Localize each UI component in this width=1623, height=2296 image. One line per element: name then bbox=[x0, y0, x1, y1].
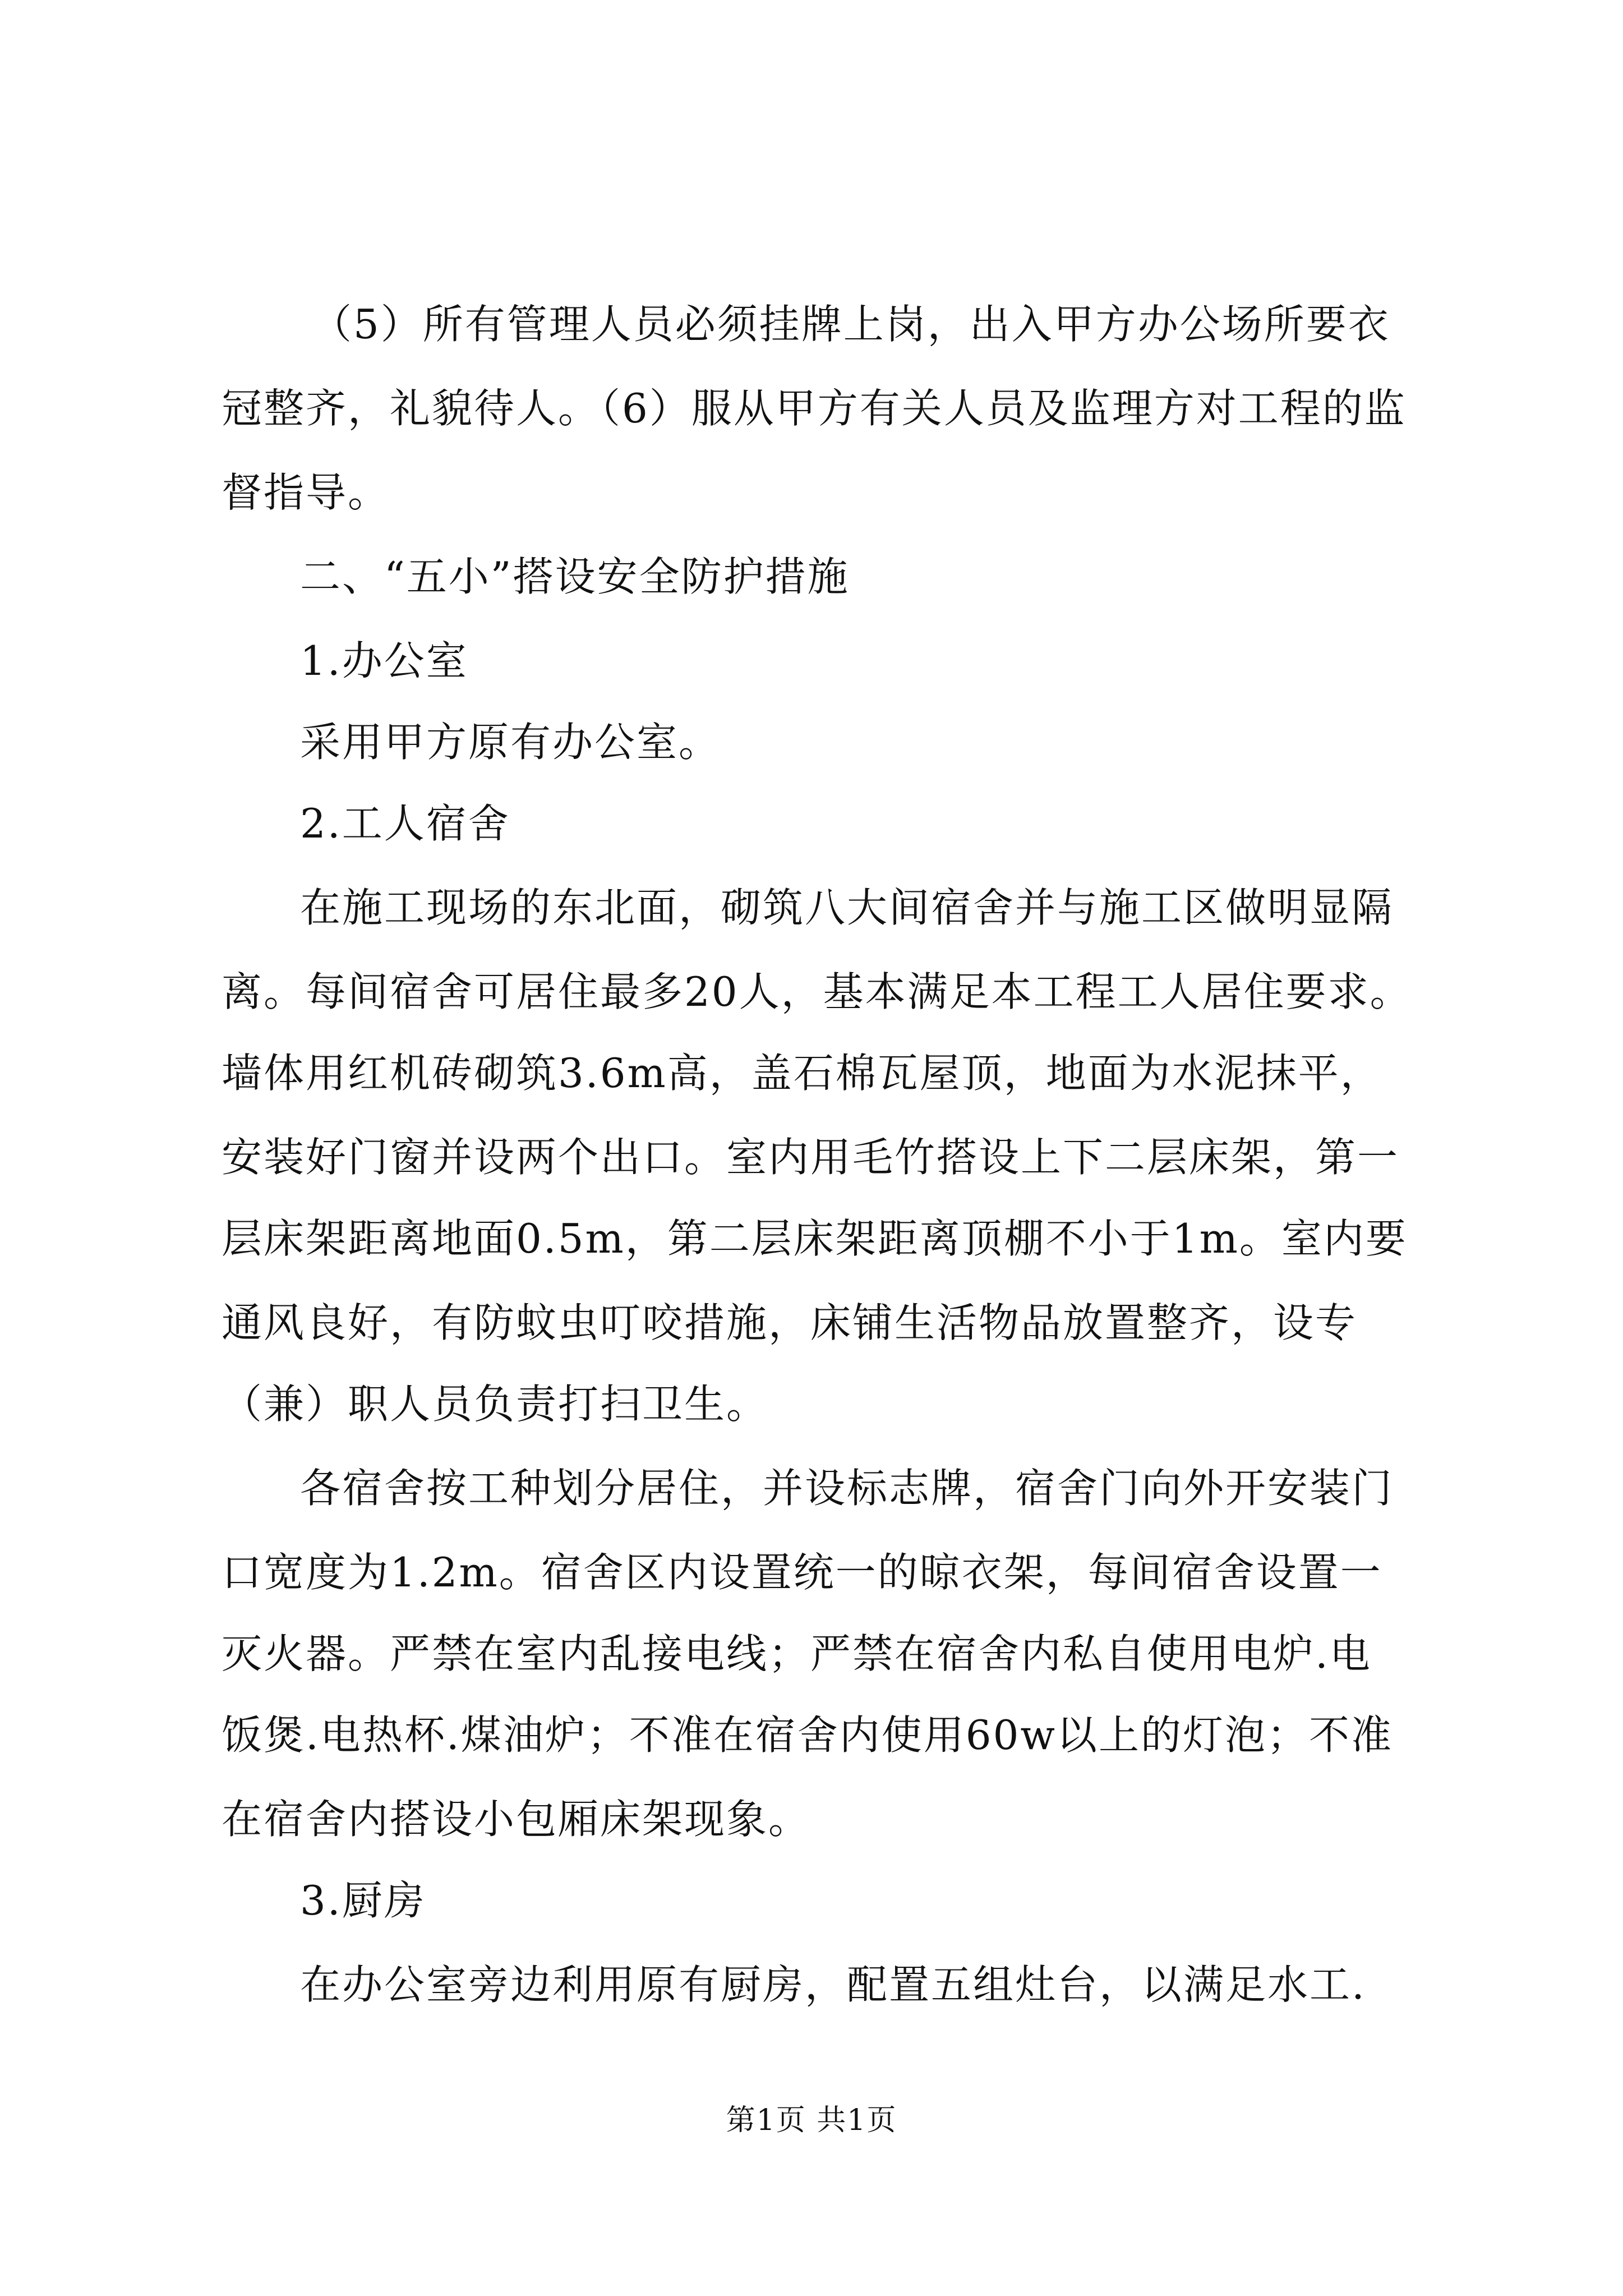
text-line: 冠整齐，礼貌待人。（6）服从甲方有关人员及监理方对工程的监 bbox=[222, 385, 1407, 432]
text-line: 层床架距离地面0.5m，第二层床架距离顶棚不小于1m。室内要 bbox=[222, 1215, 1408, 1262]
subsection-heading: 3.厨房 bbox=[300, 1877, 426, 1924]
text-line: 在宿舍内搭设小包厢床架现象。 bbox=[222, 1796, 811, 1843]
subsection-heading: 1.办公室 bbox=[300, 637, 468, 684]
text-line: 通风良好，有防蚊虫叮咬措施，床铺生活物品放置整齐，设专 bbox=[222, 1299, 1358, 1346]
text-line: 饭煲.电热杯.煤油炉；不准在宿舍内使用60w以上的灯泡；不准 bbox=[222, 1711, 1394, 1759]
text-line: （兼）职人员负责打扫卫生。 bbox=[222, 1381, 769, 1428]
text-line: 安装好门窗并设两个出口。室内用毛竹搭设上下二层床架，第一 bbox=[222, 1134, 1400, 1181]
text-line: 各宿舍按工种划分居住，并设标志牌，宿舍门向外开安装门 bbox=[300, 1465, 1394, 1512]
text-line: 离。每间宿舍可居住最多20人，基本满足本工程工人居住要求。 bbox=[222, 968, 1412, 1015]
text-line: 督指导。 bbox=[222, 469, 390, 516]
text-line: 墙体用红机砖砌筑3.6m高，盖石棉瓦屋顶，地面为水泥抹平， bbox=[222, 1050, 1382, 1097]
text-line: 采用甲方原有办公室。 bbox=[300, 719, 721, 766]
section-heading: 二、“五小”搭设安全防护措施 bbox=[300, 553, 850, 600]
subsection-heading: 2.工人宿舍 bbox=[300, 800, 510, 847]
text-line: 在办公室旁边利用原有厨房，配置五组灶台，以满足水工. bbox=[300, 1961, 1366, 2008]
text-line: （5）所有管理人员必须挂牌上岗，出入甲方办公场所要衣 bbox=[311, 301, 1390, 348]
text-line: 口宽度为1.2m。宿舍区内设置统一的晾衣架，每间宿舍设置一 bbox=[222, 1549, 1382, 1596]
text-line: 灭火器。严禁在室内乱接电线；严禁在宿舍内私自使用电炉.电 bbox=[222, 1630, 1372, 1677]
page-number-footer: 第1页 共1页 bbox=[726, 2104, 897, 2137]
text-line: 在施工现场的东北面，砌筑八大间宿舍并与施工区做明显隔 bbox=[300, 884, 1394, 931]
